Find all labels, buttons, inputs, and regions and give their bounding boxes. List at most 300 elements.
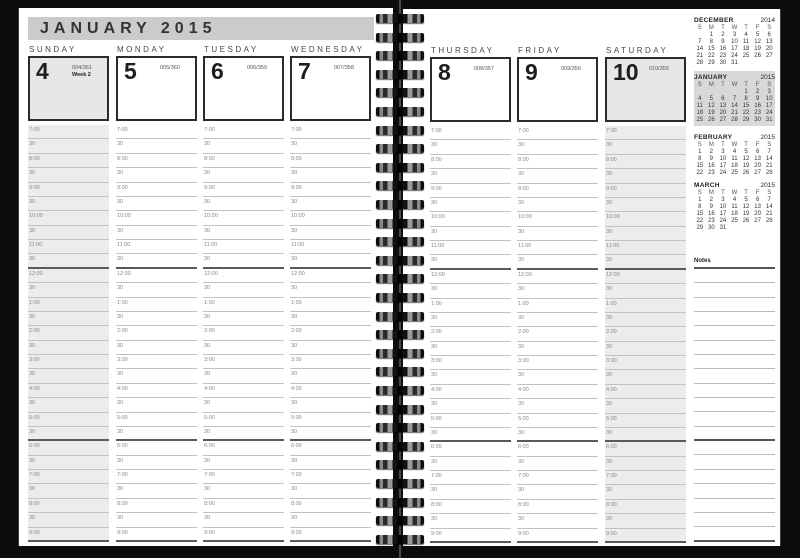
time-slot-row	[430, 327, 511, 341]
mini-calendar-week-row	[694, 96, 775, 103]
day-name-label: FRIDAY	[518, 46, 562, 55]
time-slot-row	[605, 155, 686, 169]
time-slot-row	[290, 470, 371, 484]
calendar-day: 30	[719, 60, 727, 66]
notes-line	[694, 427, 775, 441]
calendar-day	[717, 89, 729, 96]
mini-calendar-week-row	[694, 117, 775, 124]
time-slot-row	[605, 212, 686, 226]
day-number: 7	[298, 58, 311, 84]
calendar-day: 7	[767, 149, 771, 155]
time-label: 30	[204, 285, 211, 292]
time-slot-row	[430, 471, 511, 485]
time-slot-row	[430, 485, 511, 499]
notes-line	[694, 298, 775, 312]
time-label: 30	[204, 141, 211, 148]
mini-calendar-dow-row	[694, 142, 775, 149]
time-slot-row	[116, 456, 197, 470]
day-column-sunday	[28, 8, 109, 546]
time-label: 12:00	[117, 270, 131, 277]
calendar-day: 29	[708, 60, 715, 66]
time-slot-row	[203, 312, 284, 326]
time-label: 4:00	[606, 386, 617, 393]
spiral-coil	[376, 405, 424, 414]
mini-calendar-year: 2015	[760, 182, 775, 189]
time-slot-row	[28, 240, 109, 254]
calendar-day: 10	[765, 96, 773, 102]
time-slot-row	[290, 398, 371, 412]
time-label: 10:00	[29, 213, 43, 220]
time-slot-row	[28, 528, 109, 542]
time-slot-row	[203, 183, 284, 197]
time-label: 10:00	[117, 213, 131, 220]
time-label: 1:00	[606, 300, 617, 307]
calendar-day: 27	[719, 117, 727, 123]
time-label: 8:00	[606, 156, 617, 163]
time-label: 30	[606, 142, 613, 149]
calendar-day: 22	[742, 110, 750, 116]
calendar-day: 31	[719, 225, 727, 231]
dow-letter: T	[721, 142, 725, 148]
time-label: 30	[606, 286, 613, 293]
time-slot-row	[203, 226, 284, 240]
dow-letter: W	[731, 25, 738, 31]
calendar-day: 14	[731, 103, 738, 109]
time-label: 6:00	[291, 443, 302, 450]
time-label: 30	[518, 487, 525, 494]
calendar-day: 6	[767, 32, 771, 38]
time-slot-row	[605, 471, 686, 485]
time-label: 30	[204, 457, 211, 464]
time-slot-row	[290, 211, 371, 225]
dow-letter: S	[697, 25, 702, 31]
calendar-day: 9	[755, 96, 760, 102]
calendar-day: 17	[765, 103, 773, 109]
calendar-day: 5	[744, 149, 748, 155]
time-label: 30	[606, 228, 613, 235]
time-label: 9:00	[518, 185, 529, 192]
time-label: 5:00	[291, 414, 302, 421]
day-column-friday	[517, 9, 598, 547]
spiral-binding	[376, 0, 424, 558]
calendar-day: 29	[696, 225, 704, 231]
time-grid	[430, 126, 511, 543]
calendar-day: 1	[698, 197, 702, 203]
time-slot-row	[116, 441, 197, 455]
notes-line	[694, 484, 775, 498]
notes-line	[694, 513, 775, 527]
time-slot-row	[517, 399, 598, 413]
time-label: 30	[117, 198, 124, 205]
time-slot-row	[28, 139, 109, 153]
time-slot-row	[203, 441, 284, 455]
time-label: 30	[291, 400, 298, 407]
time-slot-row	[430, 184, 511, 198]
calendar-day: 7	[698, 39, 702, 45]
time-label: 6:00	[29, 443, 40, 450]
time-label: 4:00	[431, 386, 442, 393]
time-label: 7:00	[204, 472, 215, 478]
time-label: 30	[117, 256, 124, 263]
day-column-thursday	[430, 9, 511, 547]
mini-calendar-dow-row	[694, 190, 775, 197]
spiral-coil	[376, 367, 424, 376]
calendar-day: 21	[765, 163, 773, 169]
time-slot-row	[203, 168, 284, 182]
time-label: 8:00	[117, 155, 128, 162]
time-slot-row	[605, 370, 686, 384]
time-label: 30	[291, 486, 298, 493]
notes-section	[694, 253, 775, 542]
time-slot-row	[290, 197, 371, 211]
time-label: 30	[518, 516, 525, 523]
time-label: 10:00	[431, 214, 445, 221]
time-slot-row	[28, 269, 109, 283]
calendar-day: 22	[696, 170, 704, 176]
time-slot-row	[203, 298, 284, 312]
spiral-coil	[376, 349, 424, 358]
time-slot-row	[517, 442, 598, 456]
time-slot-row	[28, 125, 109, 139]
spiral-coil	[376, 423, 424, 432]
dow-letter: F	[755, 25, 760, 31]
calendar-day: 25	[731, 170, 738, 176]
calendar-day: 21	[765, 211, 773, 217]
time-slot-row	[28, 398, 109, 412]
time-slot-row	[203, 355, 284, 369]
time-label: 3:00	[29, 357, 40, 363]
time-slot-row	[116, 139, 197, 153]
mini-calendar-week-row	[694, 156, 775, 163]
time-slot-row	[605, 385, 686, 399]
calendar-day: 15	[708, 46, 715, 52]
calendar-day: 2	[755, 89, 760, 95]
time-slot-row	[430, 270, 511, 284]
mini-calendar-year: 2015	[760, 134, 775, 141]
time-label: 3:00	[606, 358, 617, 364]
time-slot-row	[430, 227, 511, 241]
time-slot-row	[290, 441, 371, 455]
time-label: 30	[291, 227, 298, 234]
time-label: 30	[518, 199, 525, 206]
time-slot-row	[290, 240, 371, 254]
calendar-day: 7	[767, 197, 771, 203]
day-ordinal: 007/358	[334, 65, 354, 71]
time-label: 30	[606, 401, 613, 408]
time-label: 30	[204, 313, 211, 320]
time-slot-row	[116, 312, 197, 326]
calendar-day: 15	[696, 211, 704, 217]
time-label: 1:00	[518, 300, 529, 307]
mini-calendar-month: JANUARY	[694, 74, 728, 81]
time-label: 5:00	[29, 414, 40, 421]
time-label: 7:00	[204, 127, 215, 133]
spiral-coil	[376, 256, 424, 265]
mini-calendar-week-row	[694, 39, 775, 46]
calendar-day: 12	[708, 103, 715, 109]
time-slot-row	[517, 270, 598, 284]
time-label: 7:00	[518, 128, 529, 134]
calendar-day: 9	[721, 39, 725, 45]
spiral-coil	[376, 274, 424, 283]
spiral-coil	[376, 237, 424, 246]
time-slot-row	[28, 298, 109, 312]
time-label: 9:00	[204, 184, 215, 191]
time-slot-row	[517, 514, 598, 528]
time-label: 30	[117, 457, 124, 464]
time-label: 9:00	[117, 184, 128, 191]
calendar-day: 17	[719, 163, 727, 169]
mini-calendar-week-row	[694, 60, 775, 67]
time-slot-row	[116, 254, 197, 268]
time-slot-row	[430, 399, 511, 413]
time-slot-row	[28, 484, 109, 498]
time-label: 30	[29, 285, 36, 292]
time-label: 11:00	[431, 243, 445, 249]
calendar-day: 30	[708, 225, 715, 231]
time-slot-row	[28, 413, 109, 427]
time-slot-row	[116, 499, 197, 513]
time-label: 9:00	[291, 184, 302, 191]
time-slot-row	[290, 269, 371, 283]
time-slot-row	[430, 140, 511, 154]
calendar-day: 23	[719, 53, 727, 59]
time-label: 30	[518, 314, 525, 321]
time-slot-row	[517, 313, 598, 327]
time-label: 12:00	[518, 271, 532, 278]
time-slot-row	[290, 154, 371, 168]
time-slot-row	[116, 283, 197, 297]
time-label: 10:00	[204, 213, 218, 220]
time-label: 30	[606, 171, 613, 178]
time-slot-row	[203, 125, 284, 139]
time-slot-row	[203, 384, 284, 398]
time-label: 30	[518, 286, 525, 293]
time-label: 30	[117, 371, 124, 378]
calendar-day: 28	[765, 170, 773, 176]
calendar-day: 8	[698, 156, 702, 162]
time-slot-row	[203, 484, 284, 498]
time-slot-row	[290, 226, 371, 240]
time-slot-row	[28, 197, 109, 211]
time-label: 4:00	[291, 385, 302, 392]
time-slot-row	[517, 500, 598, 514]
time-slot-row	[203, 456, 284, 470]
time-label: 2:00	[117, 328, 128, 335]
time-label: 30	[204, 227, 211, 234]
mini-calendar-week-row	[694, 218, 775, 225]
dow-letter: S	[697, 142, 702, 148]
calendar-day: 23	[708, 170, 715, 176]
time-slot-row	[517, 342, 598, 356]
time-label: 30	[29, 141, 36, 148]
time-slot-row	[28, 211, 109, 225]
time-slot-row	[605, 227, 686, 241]
time-slot-row	[430, 155, 511, 169]
dow-letter: M	[708, 142, 714, 148]
time-label: 8:00	[518, 501, 529, 508]
day-name-label: SATURDAY	[606, 46, 669, 55]
calendar-day: 4	[698, 96, 702, 102]
calendar-day: 5	[744, 197, 748, 203]
day-name-label: MONDAY	[117, 45, 167, 54]
time-slot-row	[517, 299, 598, 313]
spiral-coil	[376, 386, 424, 395]
time-slot-row	[28, 312, 109, 326]
calendar-day: 28	[765, 218, 773, 224]
time-slot-row	[605, 241, 686, 255]
calendar-day: 13	[754, 204, 761, 210]
time-label: 8:00	[291, 155, 302, 162]
time-grid	[203, 125, 284, 542]
dow-letter: M	[708, 190, 714, 196]
calendar-day	[729, 89, 741, 96]
day-number: 4	[36, 58, 49, 84]
calendar-day: 4	[732, 149, 737, 155]
time-label: 3:00	[204, 357, 215, 363]
time-slot-row	[290, 139, 371, 153]
calendar-day: 8	[709, 39, 714, 45]
time-label: 30	[29, 486, 36, 493]
calendar-day: 17	[719, 211, 727, 217]
time-slot-row	[28, 499, 109, 513]
time-slot-row	[605, 299, 686, 313]
time-label: 30	[606, 343, 613, 350]
time-slot-row	[290, 369, 371, 383]
calendar-day: 7	[732, 96, 737, 102]
time-label: 11:00	[29, 242, 43, 248]
time-label: 30	[518, 171, 525, 178]
spiral-coil	[376, 88, 424, 97]
time-slot-row	[290, 326, 371, 340]
spiral-coil	[376, 219, 424, 228]
calendar-day	[729, 225, 741, 232]
calendar-day: 4	[744, 32, 748, 38]
time-label: 12:00	[431, 271, 445, 278]
time-label: 30	[291, 198, 298, 205]
calendar-day: 20	[754, 163, 761, 169]
calendar-day: 13	[754, 156, 761, 162]
time-label: 30	[29, 457, 36, 464]
dow-letter: T	[744, 190, 748, 196]
time-slot-row	[116, 398, 197, 412]
time-label: 30	[431, 286, 438, 293]
calendar-day: 21	[696, 53, 704, 59]
time-label: 30	[291, 515, 298, 522]
time-slot-row	[605, 270, 686, 284]
dow-letter: W	[731, 142, 738, 148]
week-number-label: Week 2	[72, 72, 91, 78]
time-slot-row	[517, 428, 598, 442]
time-slot-row	[430, 428, 511, 442]
mini-calendar-week-row	[694, 32, 775, 39]
calendar-day: 19	[754, 46, 761, 52]
time-slot-row	[116, 211, 197, 225]
time-label: 30	[29, 342, 36, 349]
time-label: 3:00	[291, 357, 302, 363]
time-slot-row	[116, 226, 197, 240]
time-slot-row	[203, 470, 284, 484]
time-label: 30	[606, 429, 613, 436]
mini-calendar-week-row	[694, 197, 775, 204]
time-slot-row	[116, 298, 197, 312]
day-header-box	[290, 56, 371, 121]
time-label: 30	[117, 428, 124, 435]
time-slot-row	[290, 413, 371, 427]
spiral-coil	[376, 107, 424, 116]
calendar-day: 19	[708, 110, 715, 116]
calendar-day: 15	[742, 103, 750, 109]
day-name-label: THURSDAY	[431, 46, 495, 55]
time-slot-row	[203, 269, 284, 283]
calendar-day: 15	[696, 163, 704, 169]
time-slot-row	[430, 169, 511, 183]
spiral-coil	[376, 460, 424, 469]
mini-calendar-month: DECEMBER	[694, 17, 734, 24]
mini-calendar-week-row	[694, 103, 775, 110]
time-slot-row	[116, 125, 197, 139]
calendar-day: 24	[719, 170, 727, 176]
time-slot-row	[605, 184, 686, 198]
time-slot-row	[605, 485, 686, 499]
time-slot-row	[203, 211, 284, 225]
day-header-box	[430, 57, 511, 122]
calendar-day: 22	[708, 53, 715, 59]
time-slot-row	[203, 240, 284, 254]
notes-line	[694, 369, 775, 383]
time-label: 8:00	[204, 500, 215, 507]
time-slot-row	[28, 154, 109, 168]
time-label: 4:00	[204, 385, 215, 392]
time-slot-row	[517, 471, 598, 485]
time-slot-row	[116, 269, 197, 283]
calendar-day	[752, 225, 764, 232]
day-ordinal: 005/360	[160, 65, 180, 71]
day-header-box	[517, 57, 598, 122]
mini-calendar-january	[694, 71, 775, 126]
calendar-day: 4	[732, 197, 737, 203]
time-slot-row	[116, 154, 197, 168]
dow-letter: T	[721, 190, 725, 196]
day-name-label: SUNDAY	[29, 45, 77, 54]
calendar-day: 21	[731, 110, 738, 116]
notes-lines	[694, 269, 775, 542]
time-slot-row	[203, 413, 284, 427]
time-label: 11:00	[606, 243, 620, 249]
time-slot-row	[605, 356, 686, 370]
time-label: 3:00	[431, 358, 442, 364]
time-label: 30	[431, 516, 438, 523]
spiral-coil	[376, 51, 424, 60]
time-slot-row	[28, 226, 109, 240]
time-label: 9:00	[431, 530, 442, 537]
time-slot-row	[517, 126, 598, 140]
time-slot-row	[116, 513, 197, 527]
time-label: 7:00	[291, 472, 302, 478]
time-label: 1:00	[291, 299, 302, 306]
dow-letter: S	[767, 82, 772, 88]
time-slot-row	[517, 457, 598, 471]
time-label: 9:00	[431, 185, 442, 192]
time-label: 30	[291, 457, 298, 464]
time-label: 3:00	[518, 358, 529, 364]
time-slot-row	[517, 414, 598, 428]
calendar-day: 26	[754, 53, 761, 59]
time-slot-row	[605, 327, 686, 341]
time-label: 9:00	[29, 184, 40, 191]
calendar-day: 2	[721, 32, 725, 38]
spiral-coil	[376, 498, 424, 507]
